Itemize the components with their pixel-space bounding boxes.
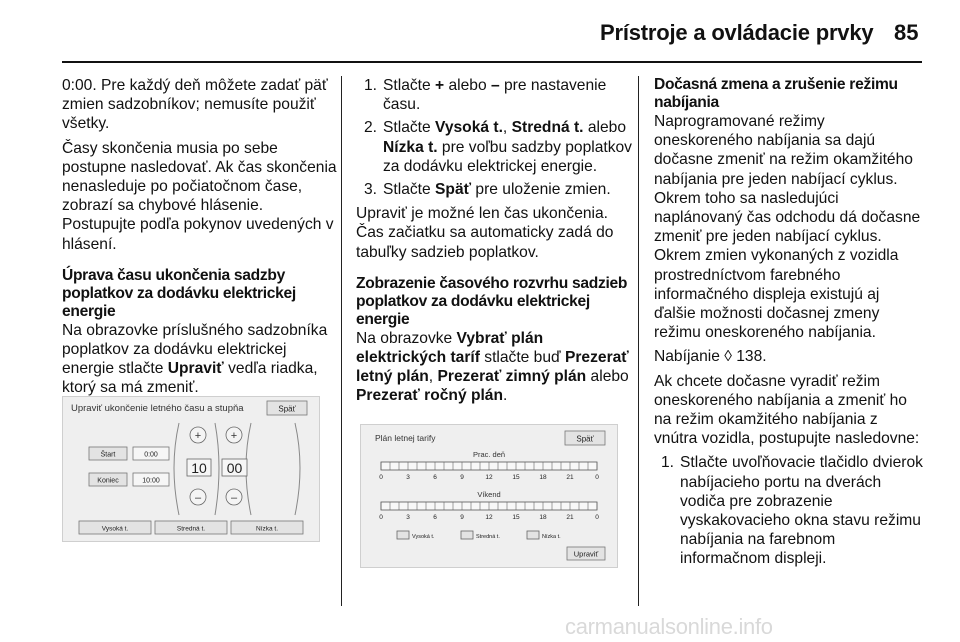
- header-rule: [62, 61, 922, 63]
- timeline-tick-label: 6: [433, 474, 437, 481]
- svg-text:+: +: [194, 430, 202, 442]
- svg-text:10:00: 10:00: [142, 477, 160, 485]
- timeline-tick-label: 3: [406, 474, 410, 481]
- screen1-start-value: [133, 447, 169, 460]
- page-reference: ◊ 138.: [724, 348, 767, 366]
- svg-text:Nízka t.: Nízka t.: [255, 525, 279, 533]
- screenshot-summer-tariff-plan: [360, 424, 618, 568]
- svg-text:Koniec: Koniec: [97, 477, 119, 485]
- timeline-tick-label: 0: [379, 474, 383, 481]
- timeline-tick-label: 18: [539, 514, 547, 521]
- screen2-title: Plán letnej tarify: [375, 433, 436, 443]
- screen1-minute-value: [222, 459, 247, 476]
- svg-text:Späť: Späť: [278, 404, 296, 414]
- column-divider: [638, 76, 639, 606]
- column-1: [62, 76, 338, 403]
- paragraph: 0:00. Pre každý deň môžete zadať päť zmien sadzobníkov; nemusíte použiť všetky.: [62, 77, 328, 133]
- svg-text:Upraviť: Upraviť: [573, 549, 599, 559]
- svg-text:10: 10: [191, 460, 207, 476]
- svg-text:0:00: 0:00: [144, 451, 158, 459]
- svg-text:Nízka t.: Nízka t.: [542, 534, 561, 540]
- screen2-weekend-label: Víkend: [477, 490, 501, 499]
- screen1-end-label: [89, 473, 127, 486]
- timeline-tick-label: 6: [433, 514, 437, 521]
- svg-text:00: 00: [226, 460, 243, 476]
- svg-text:Späť: Späť: [576, 434, 594, 444]
- timeline-tick-label: 21: [566, 514, 574, 521]
- screen2-weekday-label: Prac. deň: [472, 450, 506, 459]
- screen2-legend-low: [527, 531, 561, 540]
- svg-text:Stredná t.: Stredná t.: [476, 534, 500, 540]
- screen1-start-label: [89, 447, 127, 460]
- screenshot-edit-end-time: [62, 396, 320, 542]
- screen1-tab-low: [231, 521, 303, 534]
- timeline-tick-label: 0: [379, 514, 383, 521]
- column-2: [356, 76, 634, 411]
- timeline-tick-label: 9: [460, 474, 464, 481]
- column-3: [654, 76, 924, 574]
- section-heading: Dočasná zmena a zrušenie režimu nabíjania: [654, 76, 898, 111]
- timeline-tick-label: 21: [566, 474, 574, 481]
- screen2-legend-high: [397, 531, 435, 540]
- paragraph: Na obrazovke príslušného sadzobníka poplatkov za dodávku elektrickej energie stlačte Upraviť vedľa riadka, ktorý sa má zmeniť.: [62, 321, 328, 397]
- timeline-tick-label: 9: [460, 514, 464, 521]
- timeline-tick-label: 12: [485, 474, 493, 481]
- svg-text:–: –: [194, 492, 202, 504]
- screen1-hour-plus-button: [190, 427, 206, 443]
- screen2-back-button: [565, 431, 605, 445]
- paragraph: Na obrazovke Vybrať plán elektrických taríf stlačte buď Prezerať letný plán, Prezerať zimný plán alebo Prezerať ročný plán.: [356, 329, 629, 405]
- svg-text:+: +: [230, 430, 238, 442]
- screen1-tab-high: [79, 521, 151, 534]
- page-number: 85: [894, 20, 919, 45]
- timeline-tick-label: 0: [595, 514, 599, 521]
- paragraph: Naprogramované režimy oneskoreného nabíjania sa dajú dočasne zmeniť na režim okamžitého nabíjania pre jeden nabíjací cyklus. Okrem toho sa nasledujúci naplánovaný čas odchodu dá dočasne zmeniť pre jeden nabíjací cyklus. Okrem zmien vykonaných z vozidla prostredníctvom farebného informačného displeja existujú aj ďalšie možnosti dočasnej zmeny režimu oneskoreného nabíjania.: [654, 113, 921, 342]
- timeline-tick-label: 12: [485, 514, 493, 521]
- paragraph: Nabíjanie ◊ 138.: [654, 348, 767, 366]
- screen1-title: Upraviť ukončenie letného času a stupňa: [71, 403, 244, 414]
- timeline-tick-label: 15: [512, 514, 520, 521]
- screen1-end-value: [133, 473, 169, 486]
- screen1-back-button: [267, 401, 307, 415]
- screen1-tab-medium: [155, 521, 227, 534]
- svg-text:Vysoká t.: Vysoká t.: [412, 534, 435, 540]
- steps-list: [654, 453, 924, 568]
- timeline-tick-label: 15: [512, 474, 520, 481]
- timeline-tick-label: 3: [406, 514, 410, 521]
- section-heading: Úprava času ukončenia sadzby poplatkov za dodávku elektrickej energie: [62, 266, 296, 320]
- timeline-tick-label: 0: [595, 474, 599, 481]
- list-item: 1. Stlačte + alebo – pre nastavenie času.: [364, 77, 607, 114]
- svg-text:Štart: Štart: [100, 451, 116, 459]
- screen1-minute-plus-button: [226, 427, 242, 443]
- list-item: 3. Stlačte Späť pre uloženie zmien.: [364, 181, 611, 199]
- list-item: 2. Stlačte Vysoká t., Stredná t. alebo Nízka t. pre voľbu sadzby poplatkov za dodávku elektrickej energie.: [364, 119, 632, 175]
- page-title: Prístroje a ovládacie prvky: [600, 20, 874, 45]
- column-divider: [341, 76, 342, 606]
- timeline-tick-label: 18: [539, 474, 547, 481]
- screen1-hour-minus-button: [190, 489, 206, 505]
- screen1-minute-minus-button: [226, 489, 242, 505]
- screen1-hour-value: [187, 459, 211, 476]
- screen2-edit-button: [567, 547, 605, 560]
- section-heading: Zobrazenie časového rozvrhu sadzieb poplatkov za dodávku elektrickej energie: [356, 274, 628, 328]
- svg-text:Stredná t.: Stredná t.: [176, 525, 206, 533]
- svg-text:Vysoká t.: Vysoká t.: [101, 525, 129, 533]
- footer-watermark: carmanualsonline.info: [565, 614, 773, 639]
- paragraph: Upraviť je možné len čas ukončenia. Čas začiatku sa automaticky zadá do tabuľky sadzieb poplatkov.: [356, 205, 614, 261]
- list-item: 1. Stlačte uvoľňovacie tlačidlo dvierok nabíjacieho portu na dverách vodiča pre zobrazenie vyskakovacieho okna stavu režimu nabíjania na farebnom informačnom displeji.: [661, 454, 923, 568]
- svg-text:–: –: [230, 492, 238, 504]
- screen2-legend-medium: [461, 531, 500, 540]
- paragraph: Časy skončenia musia po sebe postupne nasledovať. Ak čas skončenia nenasleduje po počiatočnom čase, zobrazí sa chybové hlásenie. Postupujte podľa pokynov uvedených v hlásení.: [62, 139, 337, 253]
- paragraph: Ak chcete dočasne vyradiť režim oneskoreného nabíjania a zmeniť ho na režim okamžitého nabíjania z vnútra vozidla, postupujte nasledovne:: [654, 372, 920, 448]
- steps-list: [356, 76, 634, 199]
